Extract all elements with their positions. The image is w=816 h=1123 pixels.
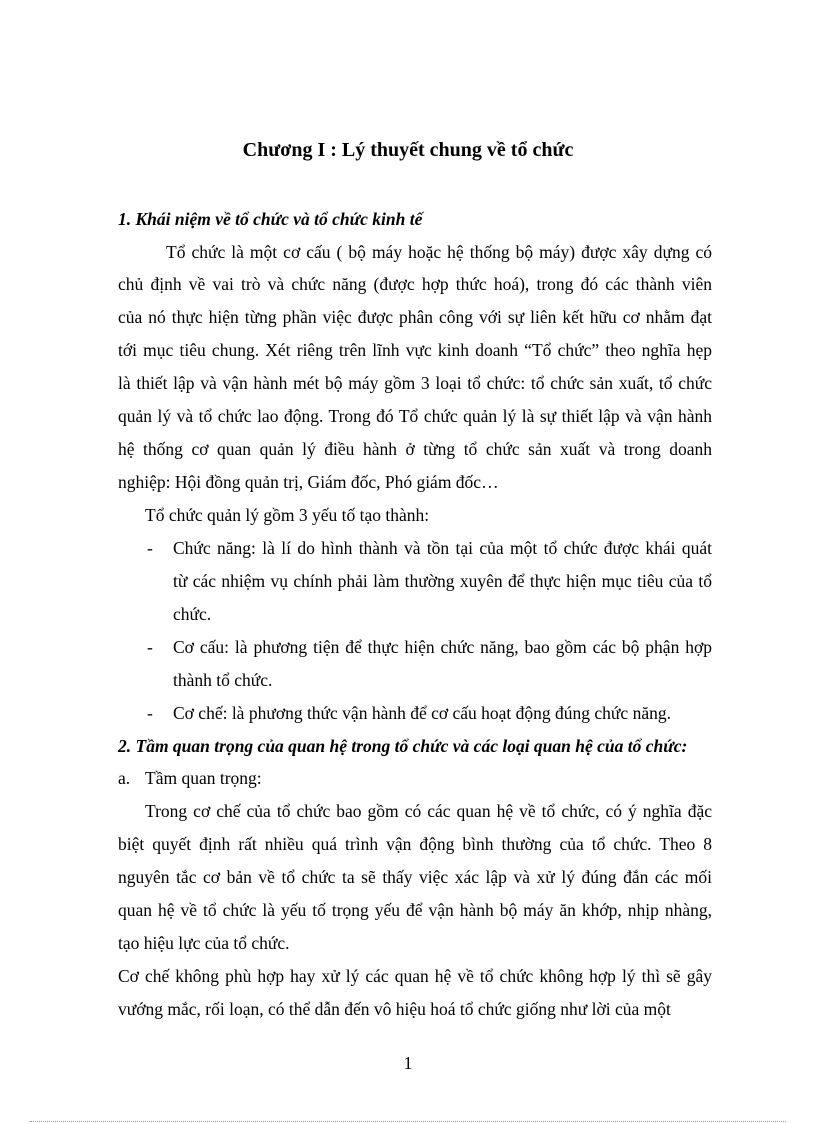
paragraph-line: biệt quyết định rất nhiều quá trình vận động bình thường của tổ chức. Theo 8	[118, 834, 712, 854]
subsection-title: Tầm quan trọng:	[145, 768, 262, 788]
list-intro: Tổ chức quản lý gồm 3 yếu tố tạo thành:	[145, 505, 430, 525]
footer-rule	[30, 1121, 786, 1122]
list-item-line: Cơ cấu: là phương tiện để thực hiện chức năng, bao gồm các bộ phận hợp	[173, 637, 712, 657]
bullet-dash: -	[147, 637, 153, 657]
list-item-line: thành tổ chức.	[173, 670, 273, 690]
chapter-title: Chương I : Lý thuyết chung về tổ chức	[242, 139, 574, 161]
paragraph-line: vướng mắc, rối loạn, có thể dẫn đến vô hiệu hoá tổ chức giống như lời của một	[118, 999, 671, 1019]
bullet-dash: -	[147, 538, 153, 558]
paragraph-line: quan hệ về tổ chức là yếu tố trọng yếu để vận hành bộ máy ăn khớp, nhịp nhàng,	[118, 900, 712, 920]
section-1-heading: 1. Khái niệm về tổ chức và tổ chức kinh tế	[118, 209, 423, 229]
paragraph-line: tạo hiệu lực của tổ chức.	[118, 933, 290, 953]
list-item-line: Chức năng: là lí do hình thành và tồn tại của một tổ chức được khái quát	[173, 538, 712, 558]
bullet-dash: -	[147, 703, 153, 723]
paragraph-line: nghiệp: Hội đồng quản trị, Giám đốc, Phó giám đốc…	[118, 472, 499, 492]
paragraph-line: nguyên tắc cơ bản về tổ chức ta sẽ thấy việc xác lập và xử lý đúng đắn các mối	[118, 867, 712, 887]
list-item-line: Cơ chế: là phương thức vận hành để cơ cấu hoạt động đúng chức năng.	[173, 703, 671, 723]
paragraph-line: là thiết lập và vận hành mét bộ máy gồm 3 loại tổ chức: tổ chức sản xuất, tổ chức	[118, 373, 712, 393]
subsection-label: a.	[118, 768, 131, 788]
list-item-line: từ các nhiệm vụ chính phải làm thường xuyên để thực hiện mục tiêu của tổ	[173, 571, 712, 591]
page-number: 1	[403, 1053, 413, 1073]
paragraph-line: quản lý và tổ chức lao động. Trong đó Tổ chức quản lý là sự thiết lập và vận hành	[118, 406, 712, 426]
paragraph-line: Tổ chức là một cơ cấu ( bộ máy hoặc hệ thống bộ máy) được xây dựng có	[166, 242, 712, 262]
paragraph-line: chủ định về vai trò và chức năng (được hợp thức hoá), trong đó các thành viên	[118, 274, 712, 294]
paragraph-line: Trong cơ chế của tổ chức bao gồm có các quan hệ về tổ chức, có ý nghĩa đặc	[145, 801, 712, 821]
section-2-heading: 2. Tầm quan trọng của quan hệ trong tổ chức và các loại quan hệ của tổ chức:	[118, 736, 688, 756]
paragraph-line: hệ thống cơ quan quản lý điều hành ở từng tổ chức sản xuất và trong doanh	[118, 439, 712, 459]
paragraph-line: của nó thực hiện từng phần việc được phân công với sự liên kết hữu cơ nhằm đạt	[118, 307, 712, 327]
list-item-line: chức.	[173, 604, 212, 624]
paragraph-line: Cơ chế không phù hợp hay xử lý các quan hệ về tổ chức không hợp lý thì sẽ gây	[118, 966, 712, 986]
paragraph-line: tới mục tiêu chung. Xét riêng trên lĩnh vực kinh doanh “Tổ chức” theo nghĩa hẹp	[118, 340, 712, 360]
